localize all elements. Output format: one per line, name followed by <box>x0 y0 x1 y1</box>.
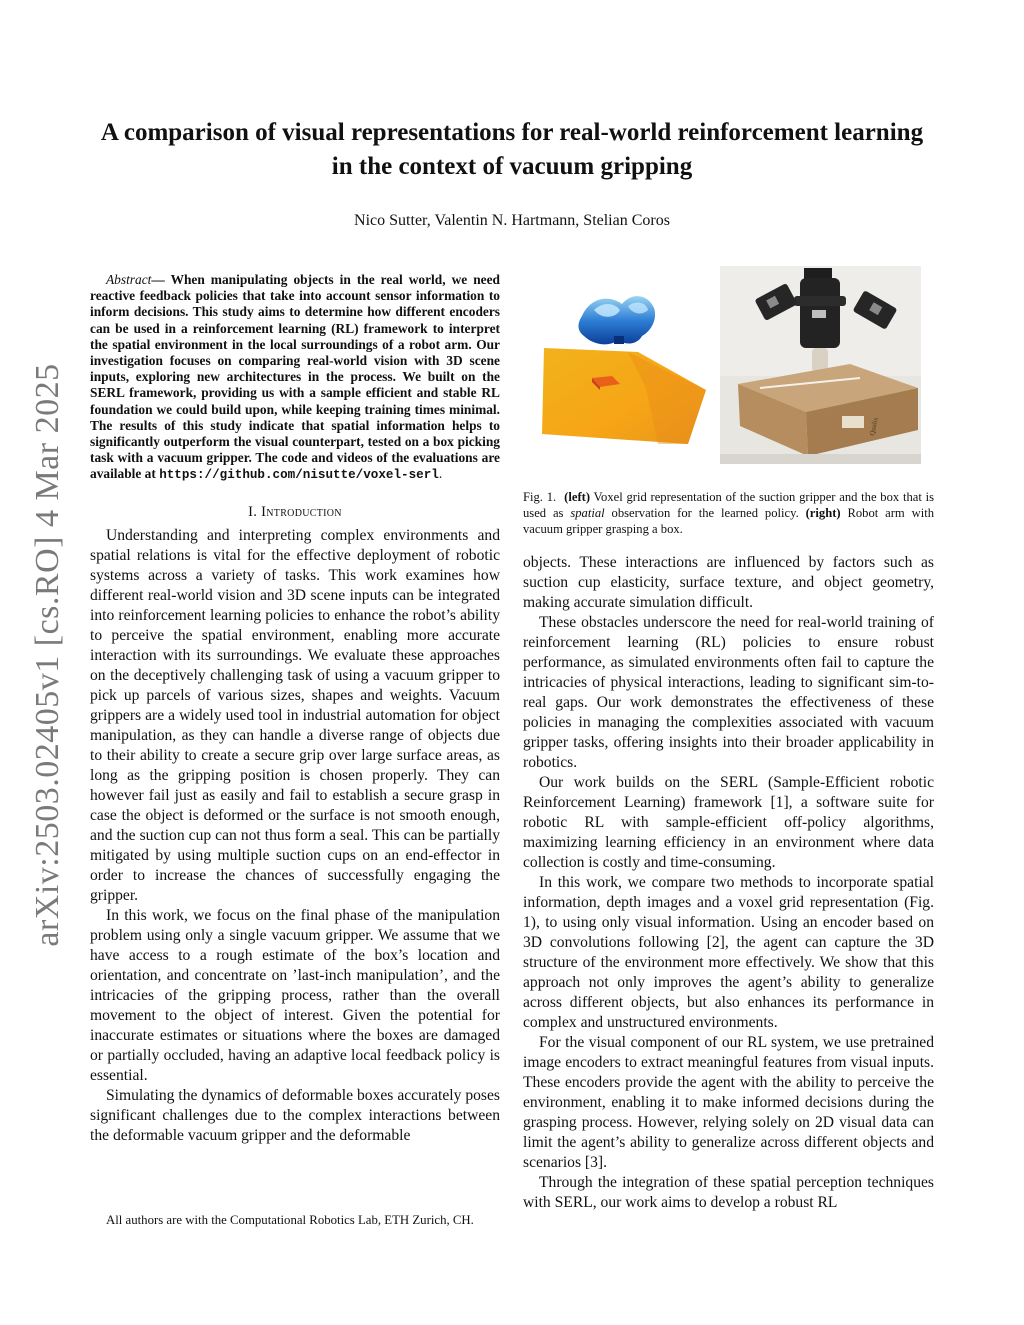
caption-part-b: observation for the learned policy. <box>604 506 806 520</box>
right-paragraph-5: For the visual component of our RL system, we use pretrained image encoders to extract meaningful features from visual inputs. These encoders provide the agent with the ability to perceive the environment, enabling it to make informed decisions during the grasping process. However, relying solely on 2D visual data can limit the agent’s ability to generalize across different objects and scenarios [3]. <box>523 1034 934 1171</box>
section-numeral: I. <box>248 503 262 520</box>
figure-label: Fig. 1. <box>523 490 557 504</box>
intro-paragraph-3: Simulating the dynamics of deformable boxes accurately poses significant challenges due to the complex interactions between the deformable vacuum gripper and the deformable <box>90 1086 500 1144</box>
voxel-gripper-shadow <box>614 336 624 344</box>
author-list: Nico Sutter, Valentin N. Hartmann, Stelian Coros <box>354 212 670 229</box>
right-paragraph-6: Through the integration of these spatial perception techniques with SERL, our work aims to develop a robust RL <box>523 1174 934 1211</box>
robot-arm-label <box>812 310 826 318</box>
code-repository-link[interactable]: https://github.com/nisutte/voxel-serl <box>159 468 439 483</box>
arxiv-id: arXiv:2503.02405v1 [cs.RO] 4 Mar 2025 <box>29 363 66 947</box>
box-label-sticker <box>842 416 864 428</box>
right-paragraph-2: These obstacles underscore the need for real-world training of reinforcement learning (RL) policies to ensure robust performance, as simulated environments often fail to capture the intricacies of physical interactions, leading to significant sim-to-real gaps. Our work demonstrates the effectiveness of these policies in managing the complexities associated with vacuum gripper tasks, offering insights into their broader applicability in robotics. <box>523 614 934 771</box>
caption-part-c: Robot arm with vacuum gripper grasping a box. <box>523 506 934 536</box>
abstract-end: . <box>438 466 443 482</box>
right-paragraph-1: objects. These interactions are influenced by factors such as suction cup elasticity, surface texture, and object geometry, making accurate simulation difficult. <box>523 554 934 611</box>
voxel-grid-figure <box>538 288 708 444</box>
section-name: Introduction <box>261 503 342 520</box>
footnote: All authors are with the Computational Robotics Lab, ETH Zurich, CH. <box>106 1213 474 1227</box>
right-paragraph-3: Our work builds on the SERL (Sample-Efficient robotic Reinforcement Learning) framework [1], a software suite for robotic RL with sample-efficient off-policy algorithms, maximizing learning efficiency in an environment where data collection is costly and time-consuming. <box>523 774 934 871</box>
right-paragraph-4: In this work, we compare two methods to incorporate spatial information, depth images and a voxel grid representation (Fig. 1), to using only visual information. Using an encoder based on 3D convolutions following [2], the agent can capture the 3D structure of the environment more effectively. We show that this approach not only improves the agent’s ability to generalize across different objects, but also enhances its performance in complex and unstructured environments. <box>523 874 934 1031</box>
intro-paragraph-2: In this work, we focus on the final phase of the manipulation problem using only a single vacuum gripper. We assume that we have access to a rough estimate of the box’s location and orientation, and concentrate on ’last-inch manipulation’, and the intricacies of the gripping process, rather than the overall movement to the object of interest. Given the potential for inaccurate estimates or situations where the boxes are damaged or partially occluded, having an adaptive local feedback policy is essential. <box>90 906 500 1084</box>
left-column <box>90 272 500 1146</box>
box-brand-label: Qualis <box>868 416 880 437</box>
arxiv-identifier-sidebar <box>0 355 90 955</box>
figure-caption <box>523 489 934 537</box>
caption-left-tag: (left) <box>564 490 591 504</box>
abstract <box>90 272 500 484</box>
paper-title: A comparison of visual representations for real-world reinforcement learning in the context of vacuum gripping <box>100 119 924 180</box>
right-column <box>523 553 934 1213</box>
robot-photo-figure <box>720 266 921 464</box>
intro-paragraph-1: Understanding and interpreting complex environments and spatial relations is vital for the effective deployment of robotic systems across a variety of tasks. This work examines how different real-world vision and 3D scene inputs can be integrated into reinforcement learning policies to enhance the robot’s ability to perceive the spatial environment, enabling more accurate interaction with its surroundings. We evaluate these approaches on the deceptively challenging task of using a vacuum gripper to pick up parcels of various sizes, shapes and weights. Vacuum grippers are a widely used tool in industrial automation for object manipulation, as they can handle a diverse range of objects due to their ability to create a secure grip over large surface areas, as long as the gripping position is chosen properly. They can however fail just as easily and fail to establish a secure grasp in case the object is deformed or the surface is not smooth enough, and the suction cup can not thus form a seal. This can be partially mitigated by using multiple suction cups on an end-effector in order to increase the chances of successfully engaging the gripper. <box>90 526 500 904</box>
section-heading-introduction <box>90 502 500 522</box>
abstract-label: Abstract <box>106 272 152 287</box>
table-surface <box>720 454 921 464</box>
robot-arm-collar <box>794 296 846 306</box>
abstract-dash: — <box>151 272 171 287</box>
caption-spatial-word: spatial <box>570 506 605 520</box>
caption-part-a: Voxel grid representation of the suction gripper and the box that is used as <box>523 490 934 520</box>
abstract-text: When manipulating objects in the real world, we need reactive feedback policies that take into account sensor information to inform decisions. This study aims to determine how different encoders can be used in a reinforcement learning (RL) framework to interpret the spatial environment in the local surroundings of a robot arm. Our investigation focuses on comparing real-world vision with 3D scene inputs, exploring new architectures in the process. We built on the SERL framework, providing us with a sample efficient and stable RL foundation we could build upon, while keeping training times minimal. The results of this study indicate that spatial information helps to significantly outperform the visual counterpart, tested on a box picking task with a vacuum gripper. The code and videos of the evaluations are available at <box>90 272 500 482</box>
caption-right-tag: (right) <box>805 506 841 520</box>
